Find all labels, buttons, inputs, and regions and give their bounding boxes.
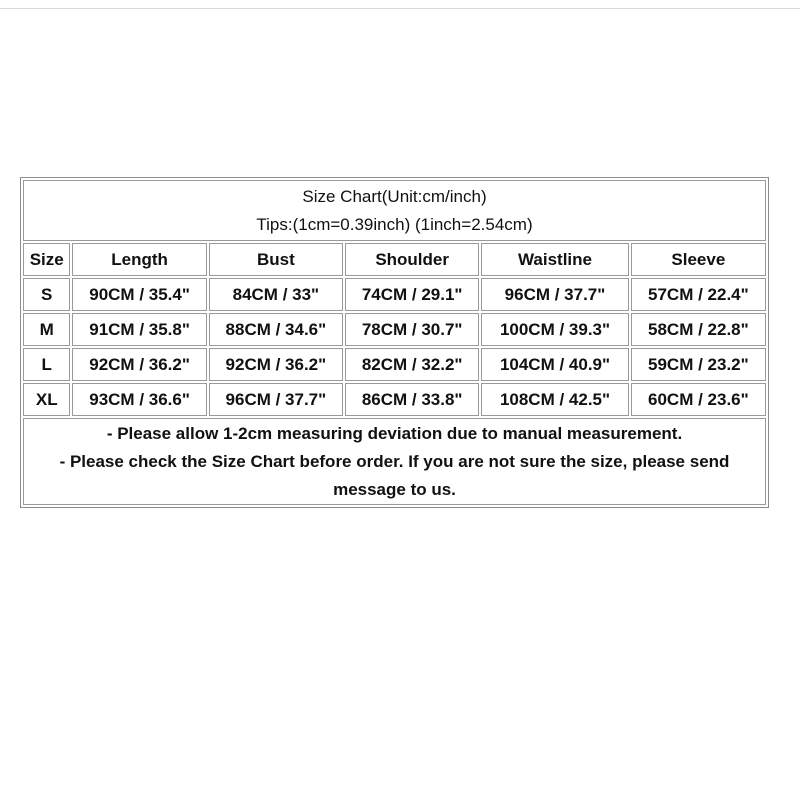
top-divider [0, 8, 800, 9]
cell-bust: 92CM / 36.2" [209, 348, 343, 381]
cell-shoulder: 86CM / 33.8" [345, 383, 479, 416]
header-size: Size [23, 243, 70, 276]
note-check-size: - Please check the Size Chart before order. If you are not sure the size, please send message to us. [59, 451, 730, 499]
cell-bust: 96CM / 37.7" [209, 383, 343, 416]
table-row [23, 383, 766, 416]
header-bust: Bust [209, 243, 343, 276]
cell-waistline: 100CM / 39.3" [481, 313, 628, 346]
size-chart-table [20, 177, 769, 508]
cell-shoulder: 74CM / 29.1" [345, 278, 479, 311]
cell-length: 92CM / 36.2" [72, 348, 206, 381]
chart-title: Size Chart(Unit:cm/inch) [302, 186, 487, 206]
cell-length: 93CM / 36.6" [72, 383, 206, 416]
cell-length: 90CM / 35.4" [72, 278, 206, 311]
cell-sleeve: 60CM / 23.6" [631, 383, 766, 416]
header-shoulder: Shoulder [345, 243, 479, 276]
cell-size: M [23, 313, 70, 346]
cell-sleeve: 58CM / 22.8" [631, 313, 766, 346]
header-waistline: Waistline [481, 243, 628, 276]
cell-sleeve: 57CM / 22.4" [631, 278, 766, 311]
cell-waistline: 104CM / 40.9" [481, 348, 628, 381]
cell-length: 91CM / 35.8" [72, 313, 206, 346]
cell-size: L [23, 348, 70, 381]
table-row [23, 348, 766, 381]
header-length: Length [72, 243, 206, 276]
cell-size: S [23, 278, 70, 311]
title-row [23, 180, 766, 241]
notes-cell [23, 418, 766, 505]
cell-shoulder: 82CM / 32.2" [345, 348, 479, 381]
notes-row [23, 418, 766, 505]
chart-tips: Tips:(1cm=0.39inch) (1inch=2.54cm) [256, 214, 533, 234]
cell-sleeve: 59CM / 23.2" [631, 348, 766, 381]
cell-waistline: 96CM / 37.7" [481, 278, 628, 311]
header-sleeve: Sleeve [631, 243, 766, 276]
header-row [23, 243, 766, 276]
cell-waistline: 108CM / 42.5" [481, 383, 628, 416]
note-deviation: - Please allow 1-2cm measuring deviation due to manual measurement. [106, 423, 683, 443]
cell-shoulder: 78CM / 30.7" [345, 313, 479, 346]
table-row [23, 278, 766, 311]
cell-bust: 84CM / 33" [209, 278, 343, 311]
table-row [23, 313, 766, 346]
chart-title-cell [23, 180, 766, 241]
cell-bust: 88CM / 34.6" [209, 313, 343, 346]
cell-size: XL [23, 383, 70, 416]
